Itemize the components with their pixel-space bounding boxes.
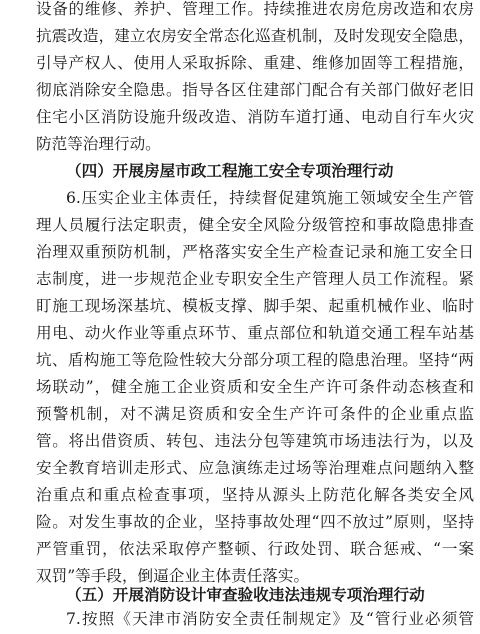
body-line-9: 理人员履行法定职责，健全安全风险分级管控和事故隐患排查 — [36, 216, 474, 234]
paragraph-7-start: 7.按照《天津市消防安全责任制规定》及“管行业必须管 — [66, 610, 474, 628]
body-line-2: 抗震改造，建立农房安全常态化巡查机制，及时发现安全隐患， — [36, 27, 474, 45]
body-line-18: 安全教育培训走形式、应急演练走过场等治理难点问题纳入整 — [36, 459, 474, 477]
body-line-12: 盯施工现场深基坑、模板支撑、脚手架、起重机械作业、临时 — [36, 297, 474, 315]
body-line-3: 引导产权人、使用人采取拆除、重建、维修加固等工程措施， — [36, 54, 474, 72]
body-line-17: 管。将出借资质、转包、违法分包等建筑市场违法行为，以及 — [36, 432, 474, 450]
section-heading-4: （四）开展房屋市政工程施工安全专项治理行动 — [66, 161, 394, 180]
body-line-14: 坑、盾构施工等危险性较大分部分项工程的隐患治理。坚持“两 — [36, 351, 474, 369]
body-line-6: 防范等治理行动。 — [36, 135, 161, 153]
body-line-1: 设备的维修、养护、管理工作。持续推进农房危房改造和农房 — [36, 0, 474, 18]
body-line-13: 用电、动火作业等重点环节、重点部位和轨道交通工程车站基 — [36, 324, 474, 342]
body-line-21: 严管重罚，依法采取停产整顿、行政处罚、联合惩戒、“一案 — [36, 540, 474, 558]
body-line-10: 治理双重预防机制，严格落实安全生产检查记录和施工安全日 — [36, 243, 474, 261]
body-line-5: 住宅小区消防设施升级改造、消防车道打通、电动自行车火灾 — [36, 108, 474, 126]
body-line-11: 志制度，进一步规范企业专职安全生产管理人员工作流程。紧 — [36, 270, 474, 288]
body-line-20: 险。对发生事故的企业，坚持事故处理“四不放过”原则，坚持 — [36, 513, 474, 531]
body-line-4: 彻底消除安全隐患。指导各区住建部门配合有关部门做好老旧 — [36, 81, 474, 99]
body-line-15: 场联动”，健全施工企业资质和安全生产许可条件动态核查和 — [36, 378, 474, 396]
body-line-22: 双罚”等手段，倒逼企业主体责任落实。 — [36, 567, 310, 585]
body-line-19: 治重点和重点检查事项，坚持从源头上防范化解各类安全风 — [36, 486, 474, 504]
section-heading-5: （五）开展消防设计审查验收违法违规专项治理行动 — [66, 585, 425, 604]
body-line-16: 预警机制，对不满足资质和安全生产许可条件的企业重点监 — [36, 405, 474, 423]
paragraph-6-start: 6.压实企业主体责任，持续督促建筑施工领域安全生产管 — [66, 189, 474, 207]
